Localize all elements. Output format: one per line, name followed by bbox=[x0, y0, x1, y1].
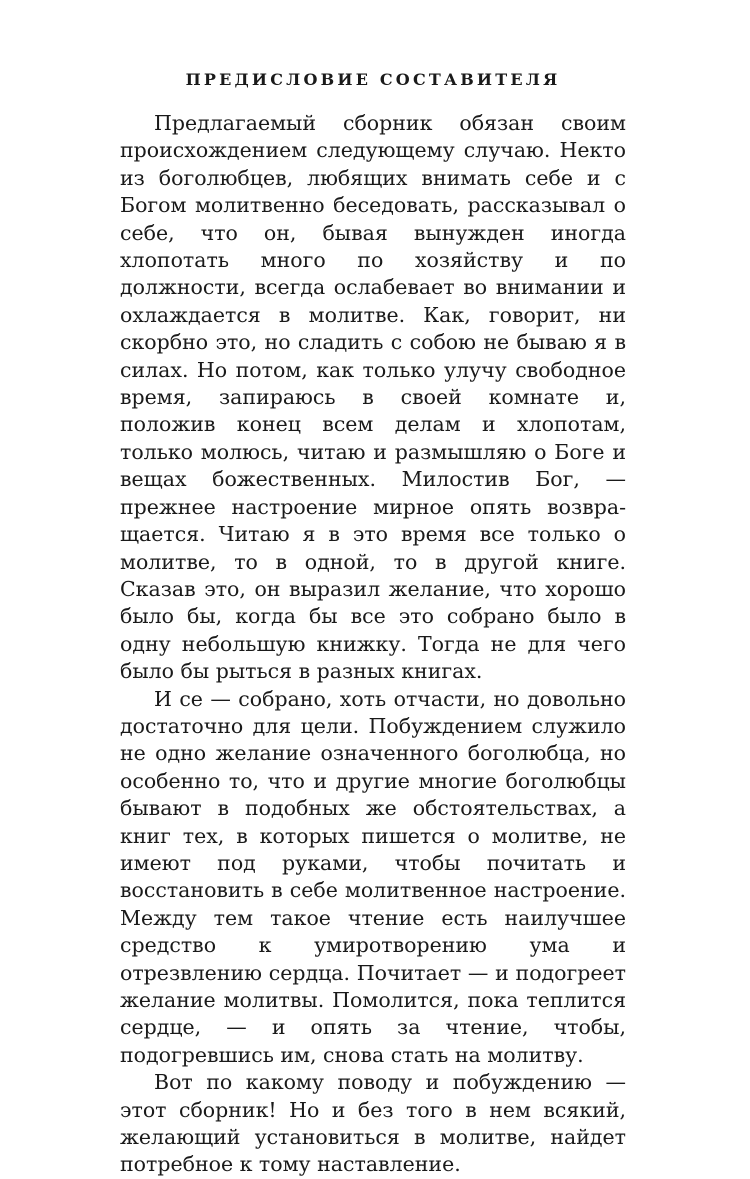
page-title: ПРЕДИСЛОВИЕ СОСТАВИТЕЛЯ bbox=[185, 70, 561, 89]
paragraph-1: Предлагаемый сборник обязан своим происхождением следующему случаю. Некто из боголюбцев, любящих внимать себе и с Богом молитвенно беседовать, рассказывал о себе, что он, бывая вынужден иногда хлопотать много по хозяйству и по должности, всегда ослабевает во внимании и охлаждается в молитве. Как, говорит, ни скорбно это, но сладить с собою не бываю я в силах. Но потом, как только улучу свободное время, запираюсь в своей комнате и, положив конец всем делам и хлопотам, только молюсь, читаю и размышляю о Боге и вещах божественных. Милостив Бог, — прежнее настроение мирное опять возвращается. Читаю я в это время все только о молитве, то в одной, то в другой книге. Сказав это, он выразил желание, что хорошо было бы, когда бы все это собрано было в одну небольшую книжку. Тогда не для чего было бы рыться в разных книгах. bbox=[120, 111, 626, 684]
paragraph-2: И се — собрано, хоть отчасти, но довольно достаточно для цели. Побуждением служило не одно желание означенного боголюбца, но особенно то, что и другие многие боголюбцы бывают в подобных же обстоятельствах, а книг тех, в которых пишется о молитве, не имеют под руками, чтобы почитать и восстановить в себе молитвенное настроение. Между тем такое чтение есть наилучшее средство к умиротворению ума и отрезвлению сердца. Почитает — и подогреет желание молитвы. Помолится, пока теплится сердце, — и опять за чтение, чтобы, подогревшись им, снова стать на молитву. bbox=[120, 686, 626, 1067]
book-page bbox=[120, 68, 626, 1179]
paragraph-3: Вот по какому поводу и побуждению — этот сборник! Но и без того в нем всякий, желающий установиться в молитве, найдет потребное к тому наставление. bbox=[120, 1070, 626, 1177]
